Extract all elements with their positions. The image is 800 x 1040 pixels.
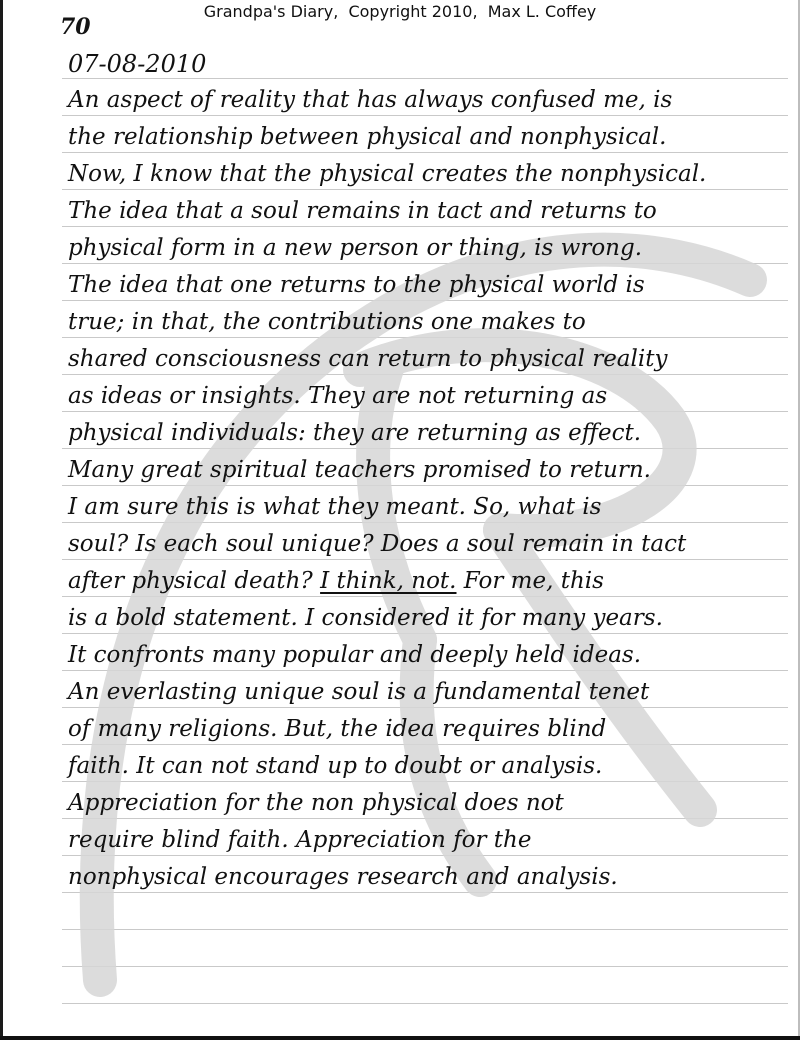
entry-line: Appreciation for the non physical does not [68,790,564,816]
entry-line: true; in that, the contributions one makes to [68,309,586,335]
entry-line: the relationship between physical and nonphysical. [68,124,667,150]
entry-line: require blind faith. Appreciation for the [68,827,532,853]
entry-line: of many religions. But, the idea requires blind [68,716,607,742]
entry-date: 07-08-2010 [68,50,207,78]
entry-line: The idea that a soul remains in tact and returns to [68,198,657,224]
entry-line: physical form in a new person or thing, is wrong. [68,235,643,261]
entry-line: An everlasting unique soul is a fundamental tenet [68,679,650,705]
entry-line: is a bold statement. I considered it for many years. [68,605,663,631]
entry-line: soul? Is each soul unique? Does a soul remain in tact [68,531,687,557]
entry-line: The idea that one returns to the physical world is [68,272,645,298]
entry-line-continuation: For me, this [456,568,604,594]
page-edge-left [0,0,3,1040]
entry-line: I am sure this is what they meant. So, what is [68,494,602,520]
page-edge-bottom [0,1036,800,1040]
entry-line: Many great spiritual teachers promised to return. [68,457,651,483]
rule-line [62,115,788,116]
rule-line [62,78,788,79]
diary-header-title: Grandpa's Diary, Copyright 2010, Max L. Coffey [203,2,597,21]
entry-line: An aspect of reality that has always confused me, is [68,87,673,113]
entry-line: Now, I know that the physical creates the nonphysical. [68,161,707,187]
entry-line-text: after physical death? [68,568,313,594]
entry-line: It confronts many popular and deeply held ideas. [68,642,642,668]
entry-line: as ideas or insights. They are not returning as [68,383,608,409]
entry-line: shared consciousness can return to physical reality [68,346,668,372]
entry-line: faith. It can not stand up to doubt or analysis. [68,753,603,779]
entry-line: nonphysical encourages research and analysis. [68,864,618,890]
page-number: 70 [60,14,91,40]
entry-line: physical individuals: they are returning as effect. [68,420,642,446]
underlined-phrase: I think, not. [320,568,457,594]
entry-line-with-underline [68,567,786,595]
